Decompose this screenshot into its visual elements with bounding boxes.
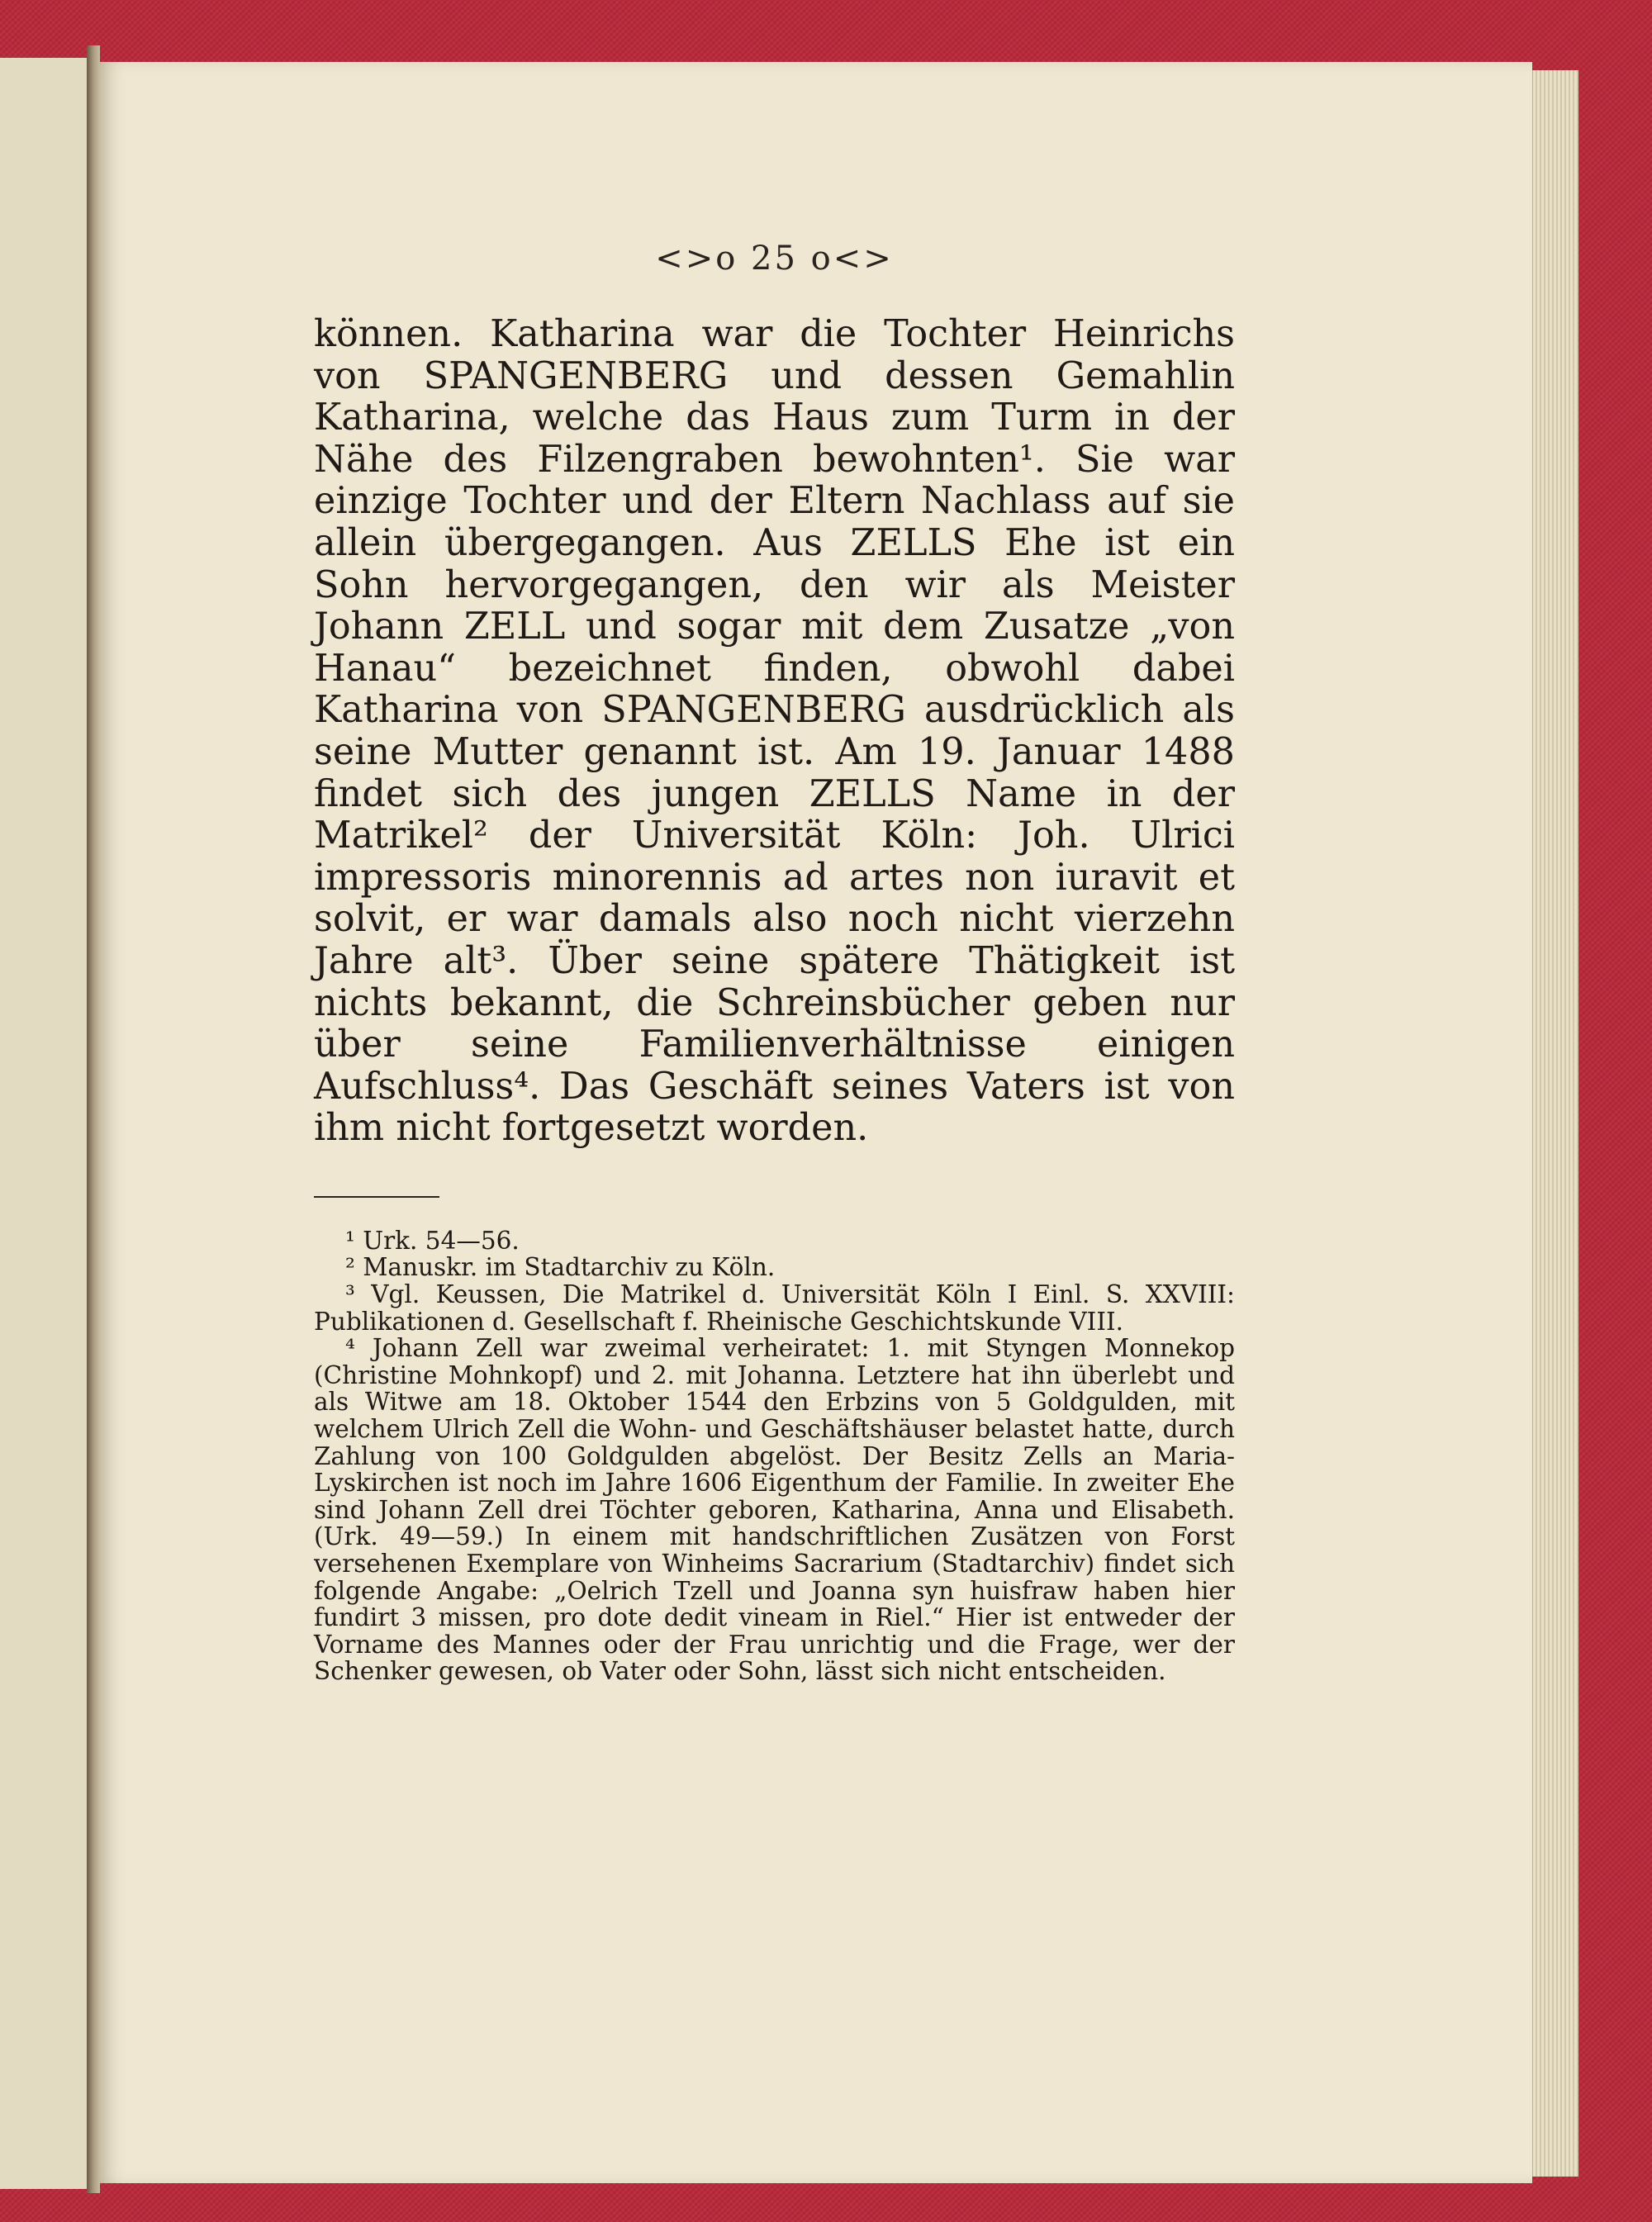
footnote-4: ⁴ Johann Zell war zweimal verheiratet: 1. mit Styngen Monnekop (Christine Mohnkopf) und 2. mit Johanna. Letztere hat ihn überlebt und als Witwe am 18. Oktober 1544 den Erbzins von 5 Goldgulden, mit welchem Ulrich Zell die Wohn- und Geschäftshäuser belastet hatte, durch Zahlung von 100 Goldgulden abgelöst. Der Besitz Zells an Maria-Lyskirchen ist noch im Jahre 1606 Eigenthum der Familie. In zweiter Ehe sind Johann Zell drei Töchter geboren, Katharina, Anna und Elisabeth. (Urk. 49—59.) In einem mit handschriftlichen Zusätzen von Forst versehenen Exemplare von Winheims Sacrarium (Stadtarchiv) findet sich folgende Angabe: „Oelrich Tzell und Joanna syn huisfraw haben hier fundirt 3 missen, pro dote dedit vineam in Riel.“ Hier ist entweder der Vorname des Mannes oder der Frau unrichtig und die Frage, wer der Schenker gewesen, ob Vater oder Sohn, lässt sich nicht entscheiden.: [314, 1334, 1235, 1686]
footnote-divider: [314, 1196, 439, 1198]
footnote-2: ² Manuskr. im Stadtarchiv zu Köln.: [345, 1253, 776, 1282]
body-paragraph: können. Katharina war die Tochter Heinrichs von SPANGENBERG und dessen Gemahlin Katharina, welche das Haus zum Turm in der Nähe des Filzengraben bewohnten¹. Sie war einzige Tochter und der Eltern Nachlass auf sie allein übergegangen. Aus ZELLS Ehe ist ein Sohn hervorgegangen, den wir als Meister Johann ZELL und sogar mit dem Zusatze „von Hanau“ bezeichnet finden, obwohl dabei Katharina von SPANGENBERG ausdrücklich als seine Mutter genannt ist. Am 19. Januar 1488 findet sich des jungen ZELLS Name in der Matrikel² der Universität Köln: Joh. Ulrici impressoris minorennis ad artes non iuravit et solvit, er war damals also noch nicht vierzehn Jahre alt³. Über seine spätere Thätigkeit ist nichts bekannt, die Schreinsbücher geben nur über seine Familienverhältnisse einigen Aufschluss⁴. Das Geschäft seines Vaters ist von ihm nicht fortgesetzt worden.: [314, 313, 1235, 1150]
page-content: [314, 240, 1235, 1685]
footnote-1: ¹ Urk. 54—56.: [345, 1226, 520, 1255]
page-block-edge: [1532, 70, 1578, 2177]
book-gutter: [87, 45, 100, 2193]
facing-page-edge: [0, 58, 92, 2189]
footnote-3: ³ Vgl. Keussen, Die Matrikel d. Universität Köln I Einl. S. XXVIII: Publikationen d. Gesellschaft f. Rheinische Geschichtskunde VIII.: [314, 1280, 1235, 1336]
page-number: <>o 25 o<>: [655, 240, 894, 278]
body-text: [314, 314, 1235, 1150]
footnotes: [314, 1227, 1235, 1685]
